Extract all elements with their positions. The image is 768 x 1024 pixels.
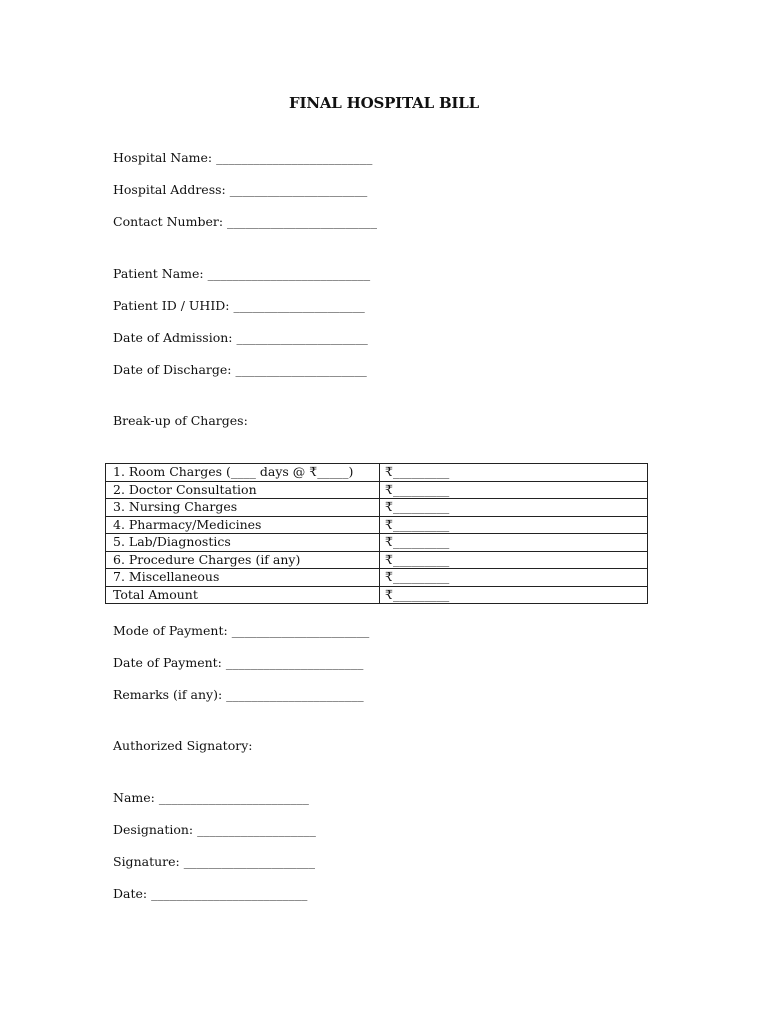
payment-mode-field: Mode of Payment: ______________________ — [113, 623, 370, 638]
charge-label: 5. Lab/Diagnostics — [106, 534, 380, 552]
remarks-field: Remarks (if any): ______________________ — [113, 687, 364, 702]
document-title: FINAL HOSPITAL BILL — [289, 94, 479, 112]
table-row — [106, 499, 648, 517]
charge-label: 3. Nursing Charges — [106, 499, 380, 517]
total-label: Total Amount — [106, 586, 380, 604]
total-amount: ₹_________ — [380, 586, 648, 604]
charge-amount: ₹_________ — [380, 516, 648, 534]
discharge-date-field: Date of Discharge: _____________________ — [113, 362, 367, 377]
patient-name-field: Patient Name: __________________________ — [113, 266, 371, 281]
charge-amount: ₹_________ — [380, 481, 648, 499]
charge-amount: ₹_________ — [380, 551, 648, 569]
charge-label: 7. Miscellaneous — [106, 569, 380, 587]
hospital-name-field: Hospital Name: _________________________ — [113, 150, 373, 165]
charge-label: 4. Pharmacy/Medicines — [106, 516, 380, 534]
charge-amount: ₹_________ — [380, 534, 648, 552]
charge-amount: ₹_________ — [380, 569, 648, 587]
signatory-date-field: Date: _________________________ — [113, 886, 308, 901]
signatory-heading: Authorized Signatory: — [113, 738, 253, 753]
total-row — [106, 586, 648, 604]
signature-field: Signature: _____________________ — [113, 854, 315, 869]
signatory-name-field: Name: ________________________ — [113, 790, 309, 805]
charge-label: 6. Procedure Charges (if any) — [106, 551, 380, 569]
designation-field: Designation: ___________________ — [113, 822, 316, 837]
table-row — [106, 464, 648, 482]
admission-date-field: Date of Admission: _____________________ — [113, 330, 368, 345]
table-row — [106, 569, 648, 587]
charge-label: 2. Doctor Consultation — [106, 481, 380, 499]
hospital-address-field: Hospital Address: ______________________ — [113, 182, 368, 197]
charges-heading: Break-up of Charges: — [113, 413, 248, 428]
payment-date-field: Date of Payment: ______________________ — [113, 655, 364, 670]
charges-table — [105, 463, 648, 604]
table-row — [106, 481, 648, 499]
table-row — [106, 534, 648, 552]
charge-amount: ₹_________ — [380, 464, 648, 482]
charge-label: 1. Room Charges (____ days @ ₹_____) — [106, 464, 380, 482]
charge-amount: ₹_________ — [380, 499, 648, 517]
table-row — [106, 516, 648, 534]
contact-number-field: Contact Number: ________________________ — [113, 214, 378, 229]
table-row — [106, 551, 648, 569]
patient-id-field: Patient ID / UHID: _____________________ — [113, 298, 365, 313]
